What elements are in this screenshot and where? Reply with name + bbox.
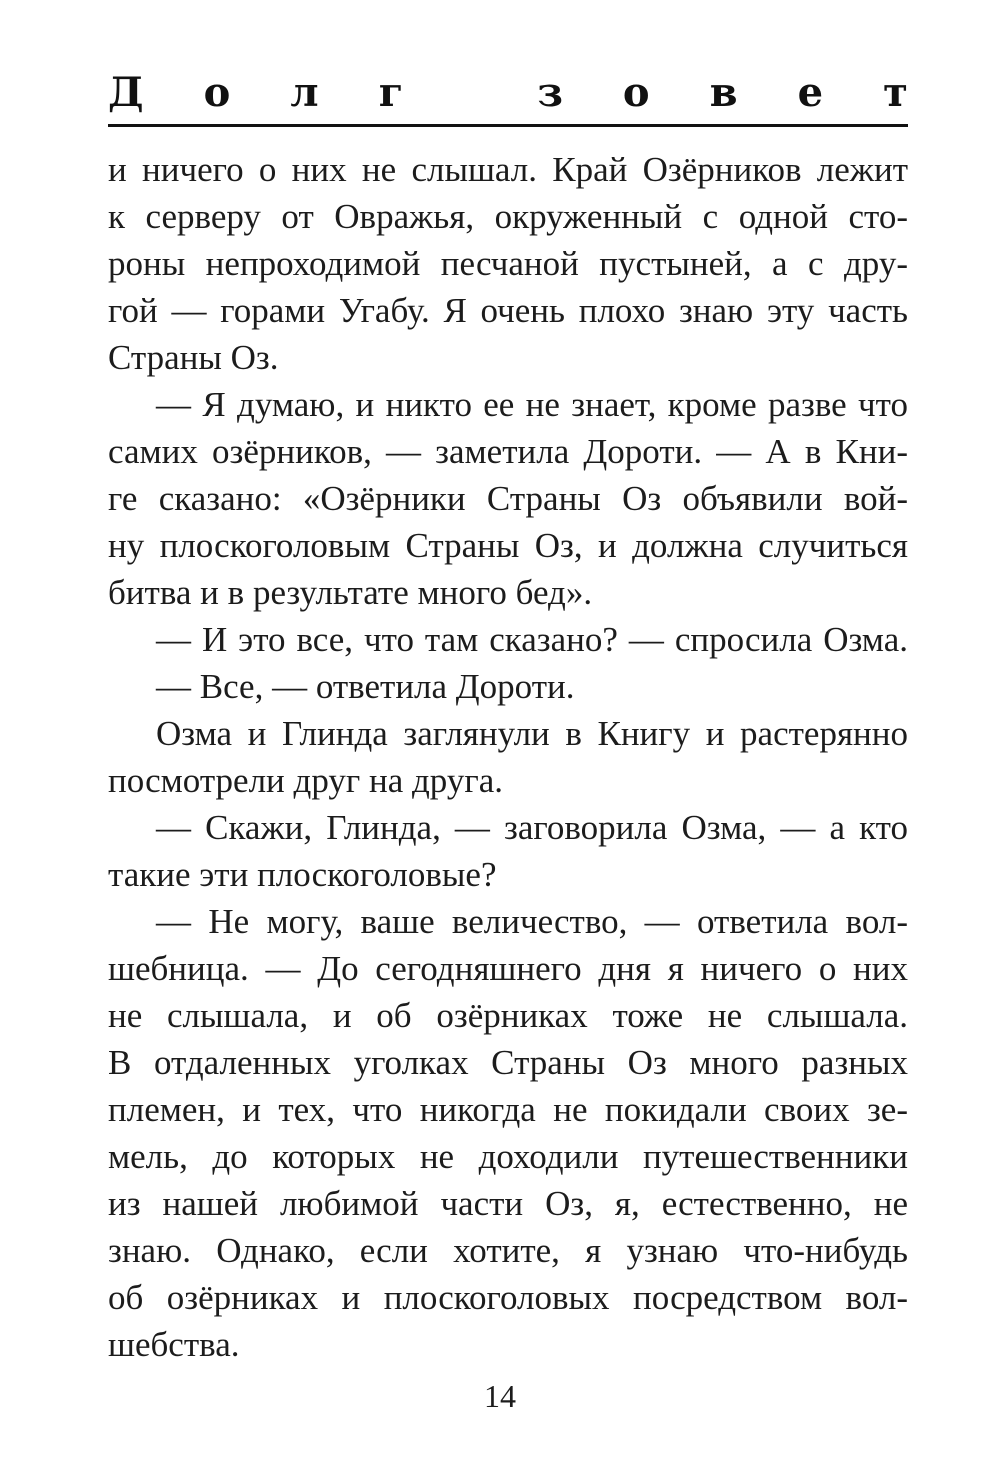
text-line: из нашей любимой части Оз, я, естественно, не <box>108 1184 908 1223</box>
text-line: роны непроходимой песчаной пустыней, а с дру- <box>108 244 908 283</box>
text-line: не слышала, и об озёрниках тоже не слышала. <box>108 996 908 1035</box>
text-line: к серверу от Овражья, окруженный с одной сто- <box>108 197 908 236</box>
text-line: — Скажи, Глинда, — заговорила Озма, — а кто <box>156 808 908 847</box>
text-line: самих озёрников, — заметила Дороти. — А в Кни- <box>108 432 908 471</box>
page-number: 14 <box>484 1378 516 1414</box>
text-line: — И это все, что там сказано? — спросила Озма. <box>156 620 908 659</box>
header-rule <box>108 124 908 127</box>
text-line: — Я думаю, и никто ее не знает, кроме разве что <box>156 385 908 424</box>
running-head-letter: з <box>537 69 563 116</box>
text-line: — Не могу, ваше величество, — ответила вол- <box>156 902 908 941</box>
text-line: Страны Оз. <box>108 338 279 377</box>
text-line: Озма и Глинда заглянули в Книгу и растерянно <box>156 714 908 753</box>
text-line: В отдаленных уголках Страны Оз много разных <box>108 1043 908 1082</box>
text-line: такие эти плоскоголовые? <box>108 855 497 894</box>
text-line: посмотрели друг на друга. <box>108 761 503 800</box>
text-line: мель, до которых не доходили путешественники <box>108 1137 908 1176</box>
running-head-letter: о <box>203 69 231 116</box>
text-line: битва и в результате много бед». <box>108 573 593 612</box>
text-line: об озёрниках и плоскоголовых посредством вол- <box>108 1278 908 1317</box>
text-line: племен, и тех, что никогда не покидали своих зе- <box>108 1090 908 1129</box>
running-head-space <box>463 66 477 120</box>
running-head-letter: л <box>290 69 319 116</box>
text-line: гой — горами Угабу. Я очень плохо знаю эту часть <box>108 291 908 330</box>
text-line: шебница. — До сегодняшнего дня я ничего о них <box>108 949 908 988</box>
running-head-letter: г <box>378 69 404 116</box>
running-head-letter: о <box>622 69 650 116</box>
running-head <box>108 66 908 120</box>
running-head-letter: Д <box>108 69 144 116</box>
text-line: и ничего о них не слышал. Край Озёрников лежит <box>108 150 908 189</box>
text-line: — Все, — ответила Дороти. <box>156 667 575 706</box>
running-head-letter: в <box>709 69 738 116</box>
running-head-letter: е <box>797 69 824 116</box>
running-head-letter: т <box>883 69 908 116</box>
text-line: знаю. Однако, если хотите, я узнаю что-нибудь <box>108 1231 908 1270</box>
body-text <box>108 146 908 1368</box>
text-line: ну плоскоголовым Страны Оз, и должна случиться <box>108 526 908 565</box>
text-line: шебства. <box>108 1325 240 1364</box>
text-line: ге сказано: «Озёрники Страны Оз объявили вой- <box>108 479 908 518</box>
